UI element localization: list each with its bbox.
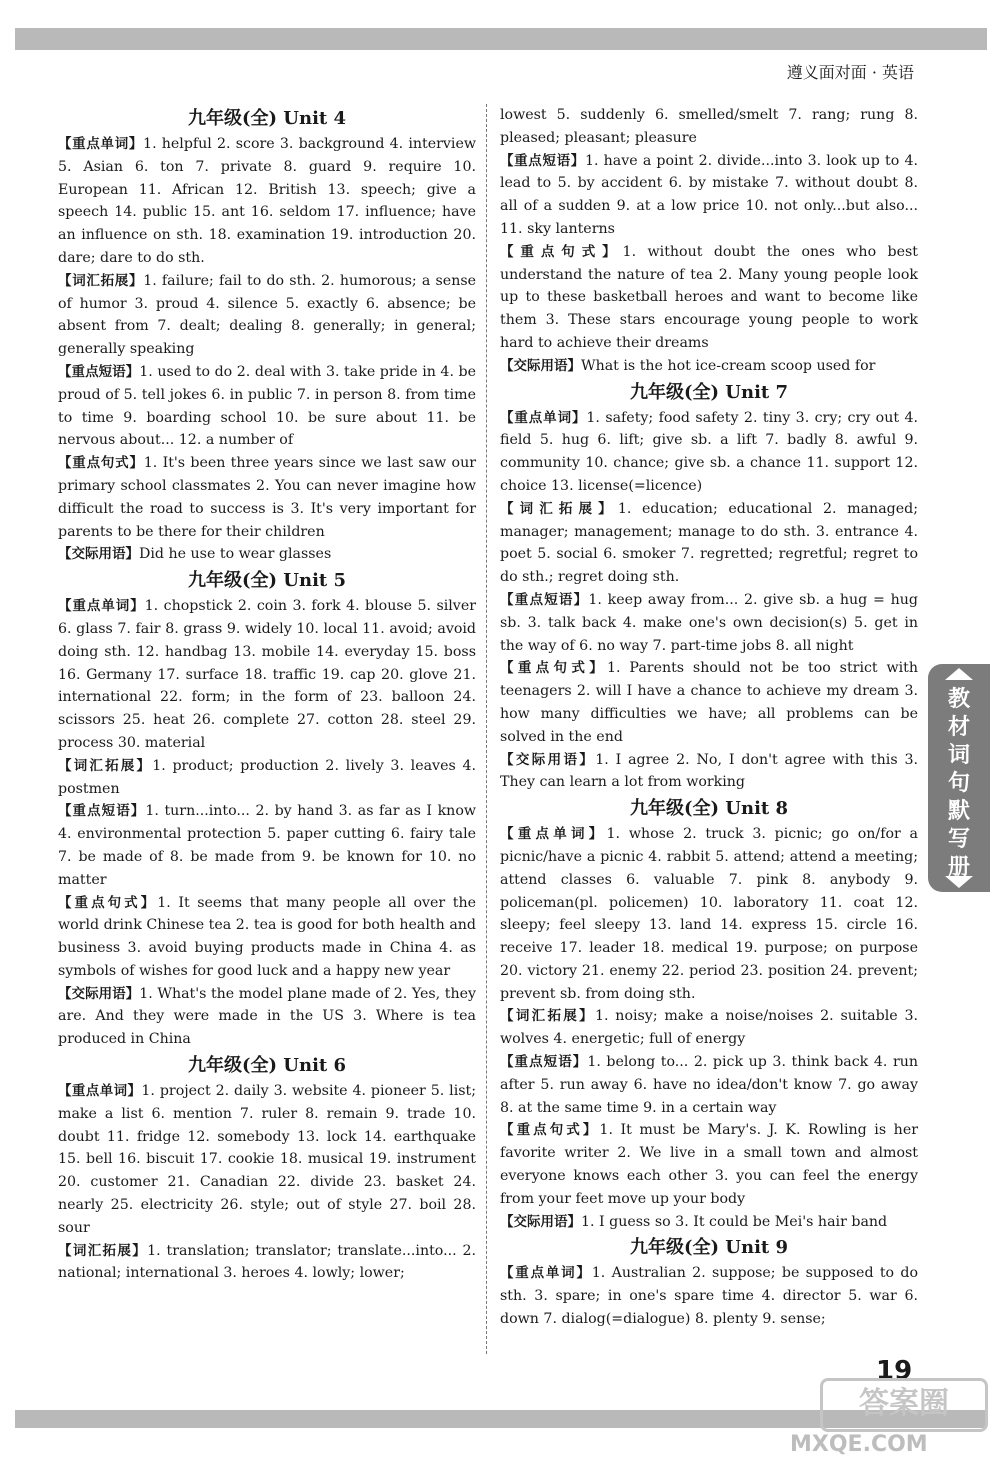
u5-key-sentences [58, 892, 476, 983]
column-divider [486, 104, 487, 1354]
section-tag: 【词汇拓展】 [500, 500, 618, 517]
section-text: 1. It's been three years since we last saw our primary school classmates 2. You can never imagine how difficult the road to success is 3. It's very important for parents to be there for their children [58, 455, 476, 540]
u4-key-phrases [58, 361, 476, 452]
u6-key-sentences [500, 241, 918, 355]
section-text: 1. It must be Mary's. J. K. Rowling is her favorite writer 2. We live in a small town and almost everyone knows each other 3. you can feel the energy from your feet move up your body [500, 1122, 918, 1207]
u8-key-phrases [500, 1051, 918, 1119]
u7-vocab-extension [500, 498, 918, 589]
u8-vocab-extension [500, 1005, 918, 1051]
section-text: 1. It seems that many people all over the world drink Chinese tea 2. tea is good for both health and business 3. avoid buying products made in China 4. as symbols of wishes for good luck and a happy new year [58, 894, 476, 979]
section-text: 1. helpful 2. score 3. background 4. interview 5. Asian 6. ton 7. private 8. guard 9. require 10. European 11. African 12. British 13. speech; give a speech 14. public 15. ant 16. seldom 17. influence; have an influence on sth. 18. examination 19. introduction 20. dare; dare to do sth. [58, 136, 476, 266]
section-text: 1. failure; fail to do sth. 2. humorous; a sense of humor 3. proud 4. silence 5. exactly 6. absence; be absent from 7. dealt; dealing 8. generally; in general; generally speaking [58, 272, 477, 358]
section-text: 1. What's the model plane made of 2. Yes, they are. And they were made in the US 3. Where is tea produced in China [58, 985, 476, 1048]
section-tag: 【重点单词】 [500, 826, 607, 843]
section-text: 1. product; production 2. lively 3. leaves 4. postmen [58, 757, 477, 797]
u8-key-words [500, 823, 918, 1005]
section-text: 1. keep away from... 2. give sb. a hug = hug sb. 3. talk back 4. make one's own decision(s) 5. get in the way of 6. no way 7. part-time jobs 8. all night [500, 591, 918, 654]
section-tag: 【重点单词】 [58, 598, 145, 615]
section-text: 1. belong to... 2. pick up 3. think back 4. run after 5. run away 6. have no idea/don't know 7. go away 8. at the same time 9. in a certain way [500, 1054, 918, 1116]
section-text: 1. project 2. daily 3. website 4. pioneer 5. list; make a list 6. mention 7. ruler 8. remain 9. trade 10. doubt 11. fridge 12. somebody 13. lock 14. earthquake 15. bell 16. biscuit 17. cookie 18. musical 19. instrument 20. customer 21. Canadian 22. divide 23. basket 24. nearly 25. electricity 26. style; out of style 27. boil 28. sour [58, 1083, 477, 1236]
section-tag: 【词汇拓展】 [58, 1242, 148, 1259]
unit-6-title: 九年级(全) Unit 6 [187, 1055, 347, 1077]
section-text: 1. noisy; make a noise/noises 2. suitable 3. wolves 4. energetic; full of energy [500, 1008, 919, 1048]
u5-key-words [58, 595, 476, 755]
section-text: 1. translation; translator; translate...into... 2. national; international 3. heroes 4. lowly; lower; [58, 1242, 476, 1282]
section-text: 1. whose 2. truck 3. picnic; go on/for a picnic/have a picnic 4. rabbit 5. attend; attend a meeting; attend classes 6. valuable 7. pink 8. anybody 9. policeman(pl. policemen) 10. laboratory 11. coat 12. sleepy; feel sleepy 13. land 14. express 15. circle 16. receive 17. leader 18. medical 19. purpose; on purpose 20. victory 21. enemy 22. period 23. position 24. prevent; prevent sb. from doing sth. [500, 826, 918, 1002]
u7-key-sentences [500, 657, 918, 748]
u4-key-words [58, 133, 476, 270]
section-tag: 【词汇拓展】 [500, 1008, 595, 1025]
u8-key-sentences [500, 1119, 918, 1210]
section-tag: 【重点句式】 [58, 455, 144, 472]
section-text: 1. chopstick 2. coin 3. fork 4. blouse 5. silver 6. glass 7. fair 8. grass 9. widely 10. local 11. avoid; avoid doing sth. 12. handbag 13. mobile 14. everyday 15. boss 16. Germany 17. surface 18. traffic 19. cap 20. glove 21. international 22. form; in the form of 23. balloon 24. scissors 25. heat 26. complete 27. cotton 28. steel 29. process 30. material [58, 598, 476, 751]
section-tag: 【交际用语】 [500, 751, 596, 768]
unit-5-title: 九年级(全) Unit 5 [187, 570, 347, 592]
section-text: Did he use to wear glasses [139, 546, 332, 563]
section-text: 1. turn...into... 2. by hand 3. as far as I know 4. environmental protection 5. paper cutting 6. fairy tale 7. be made of 8. be made from 9. be known for 10. no matter [58, 803, 476, 888]
section-tag: 【重点单词】 [58, 1083, 142, 1100]
u7-key-words [500, 407, 918, 498]
unit-8-title: 九年级(全) Unit 8 [629, 798, 789, 820]
top-gray-bar [15, 28, 987, 50]
section-text: 1. used to do 2. deal with 3. take pride in 4. be proud of 5. tell jokes 6. in public 7. in person 8. from time to time 9. boarding school 10. be sure about 11. be nervous about... 12. a number of [58, 363, 476, 449]
section-text: What is the hot ice-cream scoop used for [581, 357, 876, 374]
side-tab [928, 664, 990, 892]
u8-communication [500, 1211, 918, 1234]
u5-vocab-extension [58, 755, 476, 801]
section-tag: 【重点短语】 [58, 363, 140, 380]
left-column [58, 104, 476, 1285]
u7-communication [500, 749, 918, 795]
section-text: 1. Australian 2. suppose; be supposed to do sth. 3. spare; in one's spare time 4. director 5. war 6. down 7. dialog(=dialogue) 8. plenty 9. sense; [500, 1265, 919, 1328]
right-column [500, 104, 918, 1331]
section-tag: 【交际用语】 [500, 1213, 581, 1230]
u6-communication [500, 355, 918, 378]
section-tag: 【重点句式】 [500, 660, 608, 677]
u6-key-phrases [500, 150, 918, 241]
header-title: 遵义面对面 · 英语 [786, 63, 914, 82]
section-tag: 【重点单词】 [500, 409, 587, 426]
u6-vocab-extension-cont [500, 104, 918, 150]
section-tag: 【重点句式】 [58, 894, 158, 911]
section-tag: 【重点短语】 [500, 1054, 588, 1071]
watermark-stamp: 答案圈 [820, 1378, 988, 1432]
u4-communication [58, 543, 476, 566]
section-tag: 【交际用语】 [58, 985, 140, 1002]
section-tag: 【重点单词】 [500, 1265, 592, 1282]
section-text: 1. have a point 2. divide...into 3. look up to 4. lead to 5. by accident 6. by mistake 7. without doubt 8. all of a sudden 9. at a low price 10. not only...but also... 11. sky lanterns [500, 152, 918, 237]
u5-key-phrases [58, 800, 476, 891]
section-tag: 【重点短语】 [58, 803, 146, 820]
side-tab-label: 教 材 词 句 默 写 册 [947, 687, 970, 880]
section-text: 1. without doubt the ones who best understand the nature of tea 2. Many young people look up to these basketball heroes and want to become like them 3. These stars encourage young people to work hard to achieve their dreams [500, 243, 918, 351]
section-text: lowest 5. suddenly 6. smelled/smelt 7. rang; rung 8. pleased; pleasant; pleasure [500, 107, 918, 146]
section-text: 1. I guess so 3. It could be Mei's hair band [581, 1213, 888, 1230]
section-tag: 【重点单词】 [58, 136, 144, 152]
u5-communication [58, 983, 476, 1051]
section-tag: 【交际用语】 [500, 357, 581, 374]
section-tag: 【交际用语】 [58, 546, 139, 563]
section-text: 1. safety; food safety 2. tiny 3. cry; cry out 4. field 5. hug 6. lift; give sb. a lift 7. badly 8. awful 9. community 10. chance; give sb. a chance 11. support 12. choice 13. license(=licence) [500, 409, 919, 494]
section-tag: 【重点句式】 [500, 243, 623, 260]
u4-key-sentences [58, 452, 476, 543]
section-tag: 【词汇拓展】 [58, 272, 144, 289]
u9-key-words [500, 1262, 918, 1330]
u6-key-words [58, 1080, 476, 1240]
section-tag: 【重点短语】 [500, 152, 585, 169]
watermark-site: MXQE.COM [790, 1432, 928, 1457]
u4-vocab-extension [58, 270, 476, 361]
unit-9-title: 九年级(全) Unit 9 [629, 1237, 789, 1259]
section-tag: 【重点短语】 [500, 591, 589, 608]
triangle-down-icon [945, 876, 973, 888]
triangle-up-icon [945, 668, 973, 680]
u6-vocab-extension [58, 1240, 476, 1286]
section-text: 1. I agree 2. No, I don't agree with this 3. They can learn a lot from working [500, 751, 919, 791]
u7-key-phrases [500, 589, 918, 657]
unit-7-title: 九年级(全) Unit 7 [629, 381, 789, 403]
section-text: 1. education; educational 2. managed; manager; management; manage to do sth. 3. entrance 4. poet 5. social 6. smoker 7. regretted; regretful; regret to do sth.; regret doing sth. [500, 500, 918, 586]
section-text: 1. Parents should not be too strict with teenagers 2. will I have a chance to achieve my dream 3. how many difficulties we have; all problems can be solved in the end [500, 660, 918, 745]
page-number: 19 [876, 1356, 913, 1386]
section-tag: 【词汇拓展】 [58, 757, 153, 774]
unit-4-title: 九年级(全) Unit 4 [187, 108, 347, 129]
section-tag: 【重点句式】 [500, 1122, 600, 1139]
